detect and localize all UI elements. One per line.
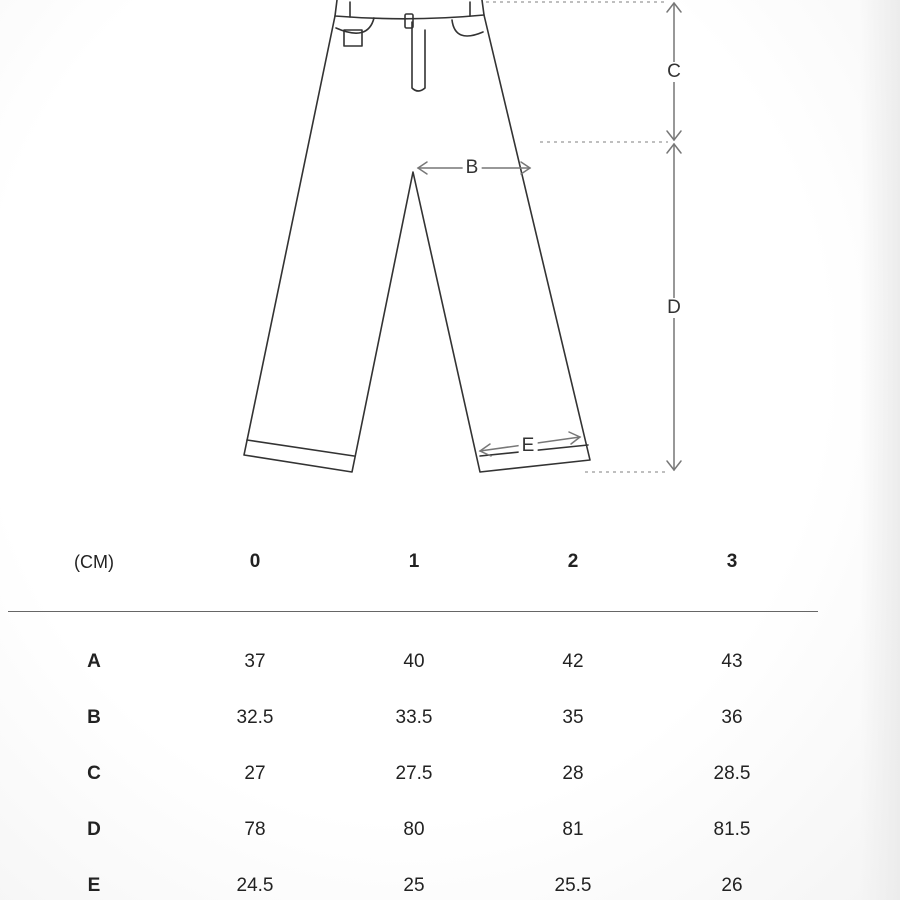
size-header-3: 3	[726, 551, 738, 572]
dimension-b-label: B	[463, 158, 482, 178]
size-header-2: 2	[567, 551, 579, 572]
table-cell: 26	[721, 875, 743, 896]
row-label: D	[87, 819, 101, 840]
table-cell: 24.5	[236, 875, 274, 896]
table-cell: 40	[403, 651, 425, 672]
size-table-header	[8, 542, 818, 582]
table-cell: 25	[403, 875, 425, 896]
table-header-divider	[8, 611, 818, 612]
table-cell: 25.5	[554, 875, 592, 896]
table-cell: 81	[562, 819, 584, 840]
size-header-0: 0	[249, 551, 261, 572]
size-header-1: 1	[408, 551, 420, 572]
table-cell: 35	[562, 707, 584, 728]
table-cell: 37	[244, 651, 266, 672]
table-cell: 28.5	[713, 763, 751, 784]
table-cell: 32.5	[236, 707, 274, 728]
table-cell: 81.5	[713, 819, 751, 840]
unit-label: (CM)	[74, 552, 114, 572]
dimension-c-label: C	[664, 62, 684, 82]
pants-outline	[244, 15, 590, 472]
table-cell: 27	[244, 763, 266, 784]
table-cell: 43	[721, 651, 743, 672]
table-row-e	[8, 866, 818, 906]
table-cell: 33.5	[395, 707, 433, 728]
table-cell: 80	[403, 819, 425, 840]
pants-pocket-left	[336, 18, 374, 33]
row-label: E	[87, 875, 101, 896]
pants-pocket-right	[452, 20, 483, 36]
table-row-a	[8, 642, 818, 682]
pants-fly	[412, 22, 425, 91]
row-label: C	[87, 763, 101, 784]
table-row-d	[8, 810, 818, 850]
pants-waistband	[335, 0, 484, 19]
dimension-d-label: D	[664, 298, 684, 318]
table-cell: 36	[721, 707, 743, 728]
table-row-c	[8, 754, 818, 794]
row-label: A	[87, 651, 101, 672]
dimension-e-label: E	[519, 436, 538, 456]
table-cell: 42	[562, 651, 584, 672]
row-label: B	[87, 707, 101, 728]
table-cell: 78	[244, 819, 266, 840]
table-row-b	[8, 698, 818, 738]
table-cell: 27.5	[395, 763, 433, 784]
pants-hem-left	[247, 440, 354, 456]
table-cell: 28	[562, 763, 584, 784]
